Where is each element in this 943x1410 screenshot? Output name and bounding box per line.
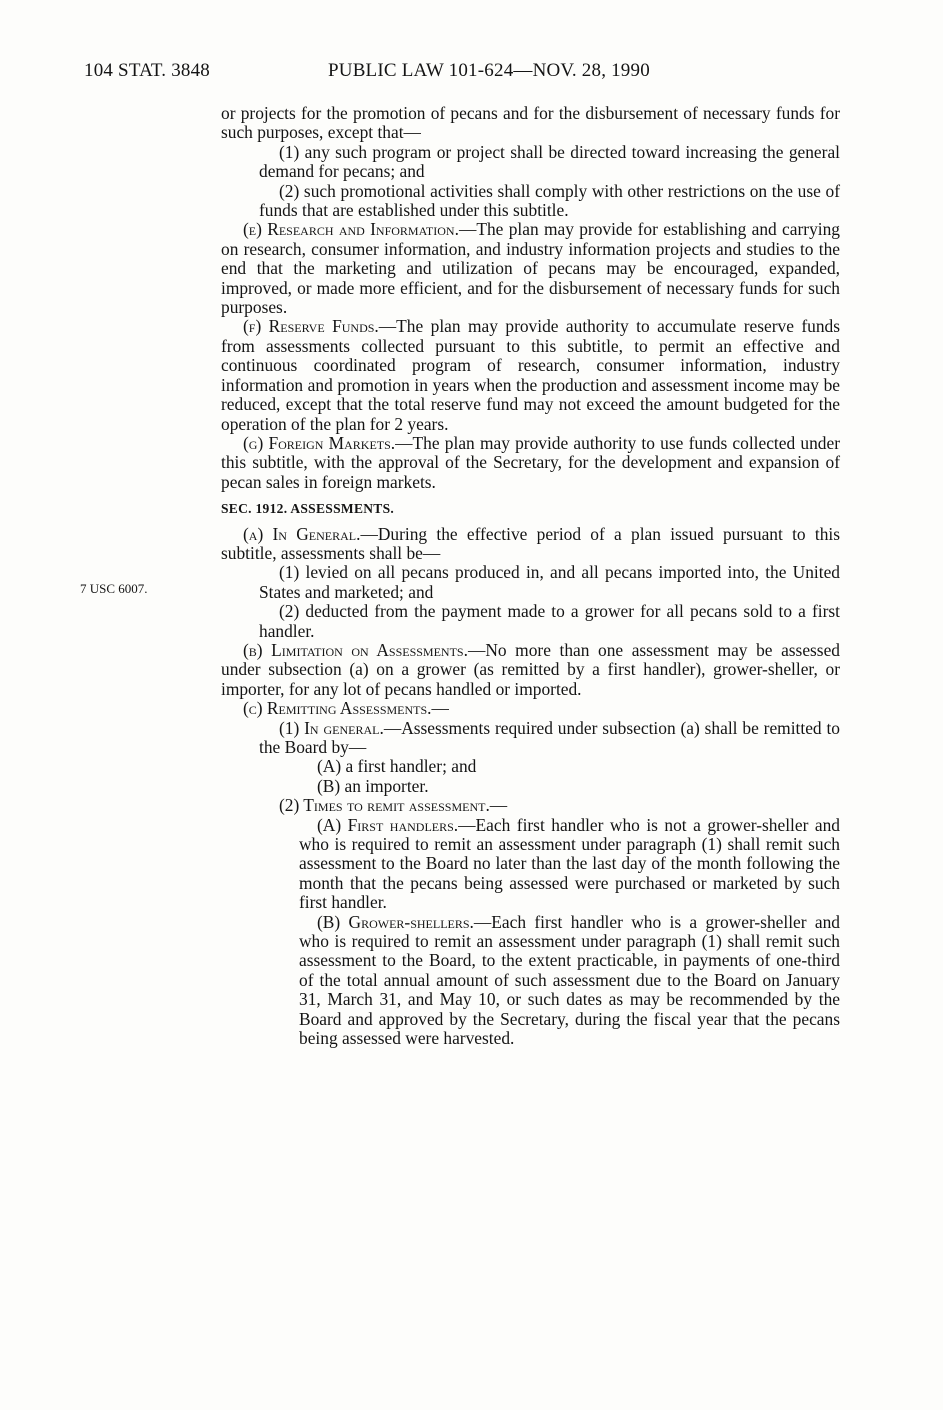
subsection-a bbox=[221, 525, 840, 564]
paragraph-a2: (2) deducted from the payment made to a grower for all pecans sold to a first handler. bbox=[259, 601, 840, 641]
clause-c1A: (A) a first handler; and bbox=[317, 756, 477, 777]
subsection-e-text: —The plan may provide for establishing and carrying on research, consumer information, and industry information projects and studies to the end that the marketing and utilization of pecans may be encouraged, expanded, improved, or made more efficient, and for the disbursement of necessary funds for such purposes. bbox=[221, 219, 840, 318]
section-title: SEC. 1912. ASSESSMENTS. bbox=[221, 501, 395, 517]
document-body bbox=[221, 104, 840, 1049]
paragraph-d2: (2) such promotional activities shall comply with other restrictions on the use of funds that are established under this subtitle. bbox=[259, 180, 840, 221]
subsection-b-heading: (b) Limitation on Assessments. bbox=[243, 639, 468, 660]
subsection-b-text: —No more than one assessment may be assessed under subsection (a) on a grower (as remitted by a first handler), grower-sheller, or importer, for any lot of pecans handled or imported. bbox=[221, 639, 840, 699]
subsection-b bbox=[221, 641, 840, 699]
subsection-f-heading: (f) Reserve Funds. bbox=[243, 316, 379, 337]
clause-c2B-heading: (B) Grower-shellers. bbox=[317, 911, 474, 932]
subsection-g-text: —The plan may provide authority to use funds collected under this subtitle, with the approval of the Secretary, for the development and expansion of pecan sales in foreign markets. bbox=[221, 432, 840, 492]
subsection-e-heading: (e) Research and Information. bbox=[243, 219, 459, 240]
clause-c2B bbox=[221, 913, 840, 1049]
subsection-f bbox=[221, 317, 840, 433]
clause-c2A-heading: (A) First handlers. bbox=[317, 814, 459, 835]
subsection-a-heading: (a) In General. bbox=[243, 523, 361, 544]
usc-margin-note: 7 USC 6007. bbox=[80, 581, 148, 596]
paragraph-c2 bbox=[221, 796, 840, 815]
public-law-citation: PUBLIC LAW 101-624—NOV. 28, 1990 bbox=[328, 60, 650, 81]
paragraph-c1 bbox=[221, 719, 840, 758]
subsection-e bbox=[221, 220, 840, 317]
clause-c2B-text: —Each first handler who is a grower-sheller and who is required to remit an assessment under paragraph (1) shall remit such assessment to the Board, to the extent practicable, in payments of one-third of the total annual amount of such assessment due to the Board on January 31, March 31, and May 10, or such dates as may be recommended by the Board and approved by the Secretary, during the fiscal year that the pecans being assessed were harvested. bbox=[299, 911, 840, 1049]
subsection-g bbox=[221, 434, 840, 492]
page-header bbox=[84, 60, 784, 88]
subsection-f-text: —The plan may provide authority to accumulate reserve funds from assessments collected pursuant to this subtitle, to permit an effective and continuous coordinated program of research, consumer information, industry information and promotion in years when the production and assessment income may be reduced, except that the total reserve fund may not exceed the amount budgeted for the operation of the plan for 2 years. bbox=[221, 316, 840, 434]
subsection-c-heading: (c) Remitting Assessments.— bbox=[243, 698, 449, 719]
paragraph-c1-heading: (1) In general. bbox=[279, 717, 384, 738]
paragraph-d1: (1) any such program or project shall be directed toward increasing the general demand for pecans; and bbox=[259, 141, 840, 182]
stat-page-number: 104 STAT. 3848 bbox=[84, 60, 211, 81]
paragraph-continuation: or projects for the promotion of pecans and for the disbursement of necessary funds for such purposes, except that— bbox=[221, 103, 840, 143]
clause-c2A-text: —Each first handler who is not a grower-sheller and who is required to remit an assessment under paragraph (1) shall remit such assessment to the Board no later than the last day of the month following the month that the pecans being assessed were purchased or marketed by such first handler. bbox=[299, 814, 840, 913]
paragraph-a1: (1) levied on all pecans produced in, and all pecans imported into, the United States and marketed; and bbox=[259, 562, 840, 602]
subsection-c bbox=[221, 699, 840, 718]
paragraph-c2-heading: (2) Times to remit assessment.— bbox=[279, 795, 508, 816]
clause-c1B: (B) an importer. bbox=[317, 775, 429, 796]
subsection-g-heading: (g) Foreign Markets. bbox=[243, 432, 396, 453]
paragraph-c1-text: —Assessments required under subsection (a) shall be remitted to the Board by— bbox=[259, 717, 840, 757]
clause-c2A bbox=[221, 816, 840, 913]
subsection-a-text: —During the effective period of a plan issued pursuant to this subtitle, assessments shall be— bbox=[221, 523, 840, 563]
